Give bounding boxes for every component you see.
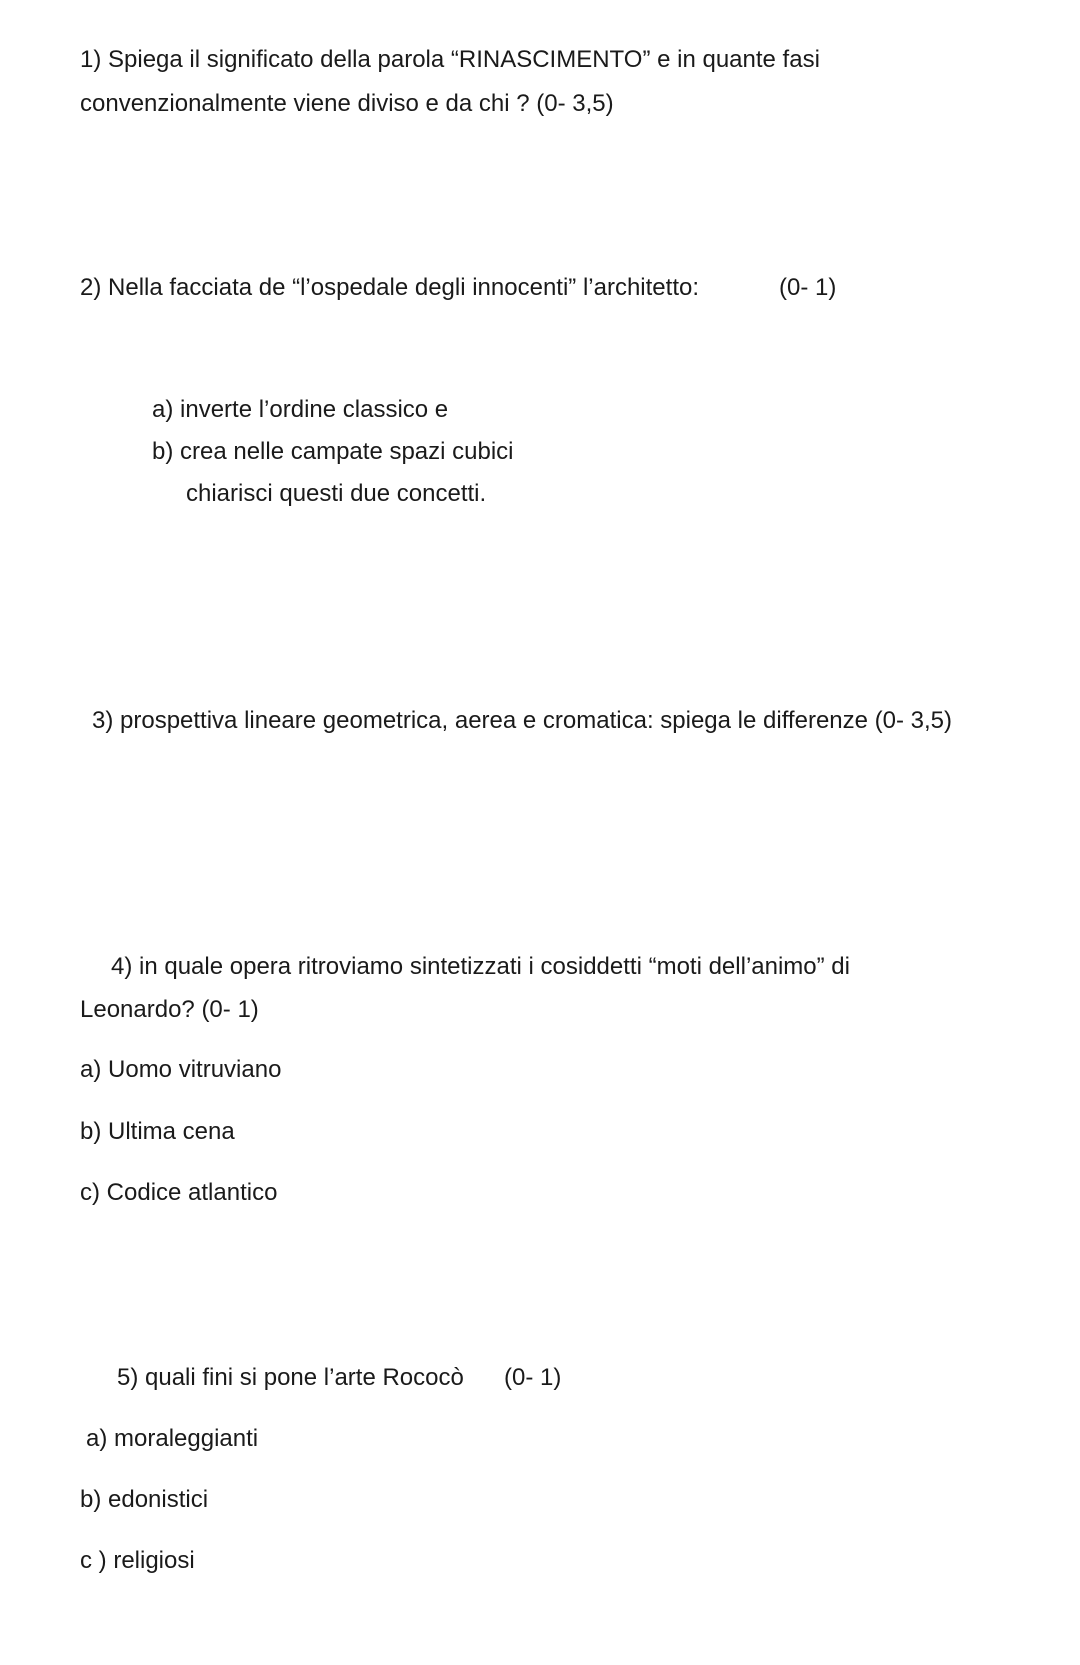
question-4-option-b: b) Ultima cena [80,1118,235,1145]
question-2-instruction: chiarisci questi due concetti. [186,480,487,507]
question-3-text: 3) prospettiva lineare geometrica, aerea e cromatica: spiega le differenze (0- 3,5) [92,707,953,734]
question-2-text: 2) Nella facciata de “l’ospedale degli innocenti” l’architetto: [80,274,700,301]
question-5-points: (0- 1) [504,1364,562,1391]
question-4-option-c: c) Codice atlantico [80,1179,278,1206]
question-2-item-b: b) crea nelle campate spazi cubici [152,438,514,465]
question-2-item-a: a) inverte l’ordine classico e [152,396,449,423]
question-4-line-1: 4) in quale opera ritroviamo sintetizzati i cosiddetti “moti dell’animo” di [111,953,850,980]
question-1-line-1: 1) Spiega il significato della parola “RINASCIMENTO” e in quante fasi [80,46,820,73]
question-5-option-c: c ) religiosi [80,1547,195,1574]
question-2-points: (0- 1) [779,274,837,301]
question-5-text: 5) quali fini si pone l’arte Rococò [117,1364,464,1391]
question-4-line-2: Leonardo? (0- 1) [80,996,259,1023]
question-4-option-a: a) Uomo vitruviano [80,1056,282,1083]
question-1-line-2: convenzionalmente viene diviso e da chi ? (0- 3,5) [80,90,614,117]
question-5-option-b: b) edonistici [80,1486,209,1513]
question-5-option-a: a) moraleggianti [86,1425,259,1452]
